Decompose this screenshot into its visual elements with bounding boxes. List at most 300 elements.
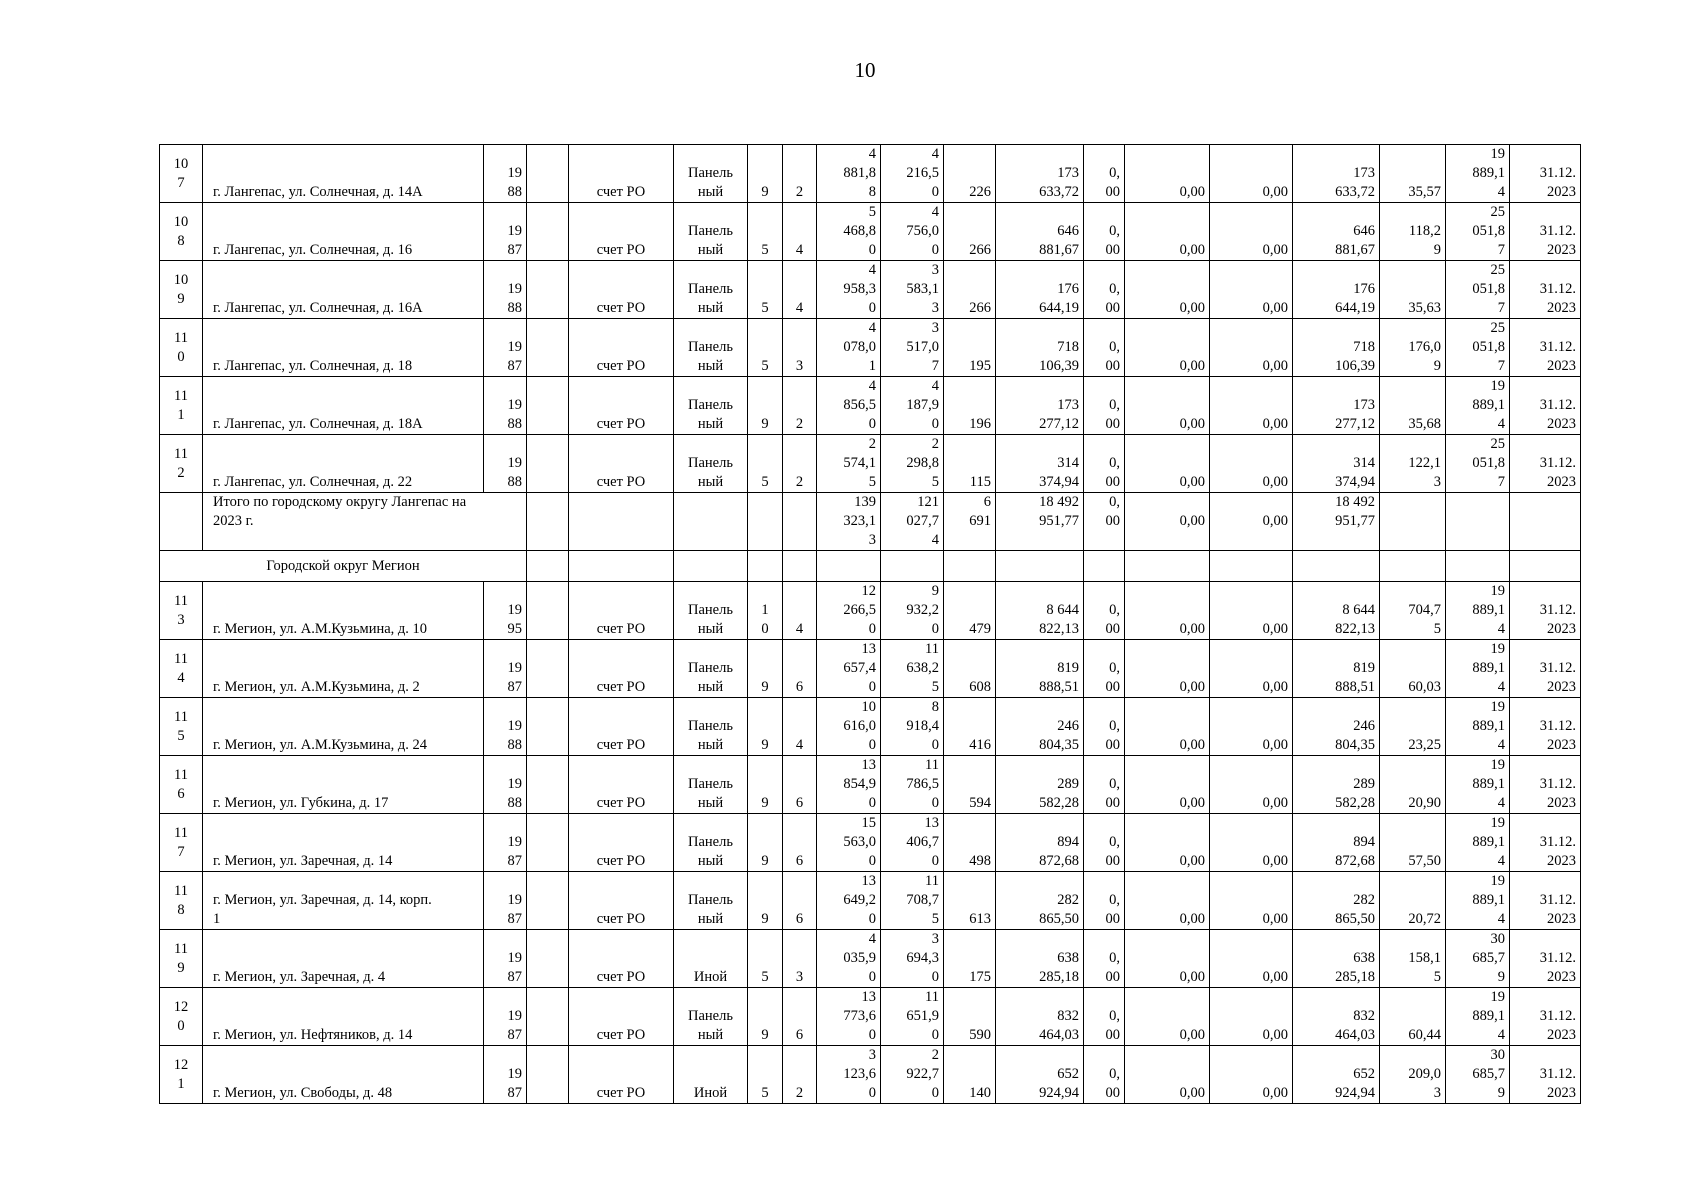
cost-owners: 173 277,12 — [1293, 377, 1380, 435]
area-residential: 11 638,2 5 — [881, 640, 944, 698]
area-residential: 3 694,3 0 — [881, 930, 944, 988]
area-total: 13 854,9 0 — [817, 756, 881, 814]
fund-method: счет РО — [569, 319, 674, 377]
repair-cost: 638 285,18 — [996, 930, 1084, 988]
repair-cost: 314 374,94 — [996, 435, 1084, 493]
table-row — [160, 435, 1581, 493]
cost-region: 0,00 — [1125, 319, 1210, 377]
address: г. Мегион, ул. А.М.Кузьмина, д. 10 — [203, 582, 484, 640]
floors: 1 0 — [748, 582, 783, 640]
address: г. Мегион, ул. А.М.Кузьмина, д. 24 — [203, 698, 484, 756]
cost-owners: 638 285,18 — [1293, 930, 1380, 988]
wall-material: Панель ный — [674, 756, 748, 814]
limit-cost: 30 685,7 9 — [1446, 930, 1510, 988]
residents: 115 — [944, 435, 996, 493]
residents: 608 — [944, 640, 996, 698]
cost-owners: 289 582,28 — [1293, 756, 1380, 814]
build-year: 19 88 — [484, 377, 527, 435]
cost-municipal: 0,00 — [1210, 319, 1293, 377]
floors: 5 — [748, 203, 783, 261]
area-residential: 8 918,4 0 — [881, 698, 944, 756]
cost-municipal: 0,00 — [1210, 435, 1293, 493]
table-row — [160, 203, 1581, 261]
build-year: 19 88 — [484, 145, 527, 203]
table-row — [160, 872, 1581, 930]
floors: 5 — [748, 435, 783, 493]
cost-owners: 246 804,35 — [1293, 698, 1380, 756]
fund-method: счет РО — [569, 582, 674, 640]
fund-method: счет РО — [569, 698, 674, 756]
district-empty — [996, 551, 1084, 582]
cost-municipal: 0,00 — [1210, 1046, 1293, 1104]
floors: 5 — [748, 930, 783, 988]
area-total: 13 773,6 0 — [817, 988, 881, 1046]
district-empty — [881, 551, 944, 582]
residents: 266 — [944, 203, 996, 261]
empty-cell — [527, 988, 569, 1046]
cost-region: 0,00 — [1125, 756, 1210, 814]
residents: 140 — [944, 1046, 996, 1104]
total-empty — [783, 493, 817, 551]
limit-cost: 30 685,7 9 — [1446, 1046, 1510, 1104]
unit-cost: 118,2 9 — [1380, 203, 1446, 261]
cost-municipal: 0,00 — [1210, 261, 1293, 319]
entrances: 3 — [783, 930, 817, 988]
repair-cost: 176 644,19 — [996, 261, 1084, 319]
repair-cost: 173 633,72 — [996, 145, 1084, 203]
empty-cell — [527, 319, 569, 377]
entrances: 6 — [783, 872, 817, 930]
cost-owners: 718 106,39 — [1293, 319, 1380, 377]
empty-cell — [527, 814, 569, 872]
unit-cost: 122,1 3 — [1380, 435, 1446, 493]
build-year: 19 87 — [484, 203, 527, 261]
address: г. Лангепас, ул. Солнечная, д. 16А — [203, 261, 484, 319]
cost-municipal: 0,00 — [1210, 640, 1293, 698]
district-empty — [1293, 551, 1380, 582]
cost-fund-share: 0, 00 — [1084, 145, 1125, 203]
cost-fund-share: 0, 00 — [1084, 872, 1125, 930]
wall-material: Панель ный — [674, 814, 748, 872]
completion-date: 31.12. 2023 — [1510, 377, 1581, 435]
cost-fund-share: 0, 00 — [1084, 435, 1125, 493]
area-residential: 11 708,7 5 — [881, 872, 944, 930]
unit-cost: 209,0 3 — [1380, 1046, 1446, 1104]
row-number: 11 0 — [160, 319, 203, 377]
cost-fund-share: 0, 00 — [1084, 261, 1125, 319]
residents: 175 — [944, 930, 996, 988]
repair-cost: 289 582,28 — [996, 756, 1084, 814]
residents: 590 — [944, 988, 996, 1046]
total-empty-num — [160, 493, 203, 551]
limit-cost: 19 889,1 4 — [1446, 640, 1510, 698]
cost-municipal: 0,00 — [1210, 582, 1293, 640]
completion-date: 31.12. 2023 — [1510, 319, 1581, 377]
empty-cell — [527, 698, 569, 756]
floors: 9 — [748, 698, 783, 756]
fund-method: счет РО — [569, 145, 674, 203]
limit-cost: 19 889,1 4 — [1446, 698, 1510, 756]
floors: 9 — [748, 872, 783, 930]
cost-fund-share: 0, 00 — [1084, 640, 1125, 698]
fund-method: счет РО — [569, 872, 674, 930]
completion-date: 31.12. 2023 — [1510, 872, 1581, 930]
limit-cost: 19 889,1 4 — [1446, 377, 1510, 435]
row-number: 11 9 — [160, 930, 203, 988]
total-empty — [748, 493, 783, 551]
build-year: 19 88 — [484, 698, 527, 756]
cost-fund-share: 0, 00 — [1084, 756, 1125, 814]
cost-region: 0,00 — [1125, 640, 1210, 698]
repair-cost: 173 277,12 — [996, 377, 1084, 435]
repair-cost: 832 464,03 — [996, 988, 1084, 1046]
repair-cost: 646 881,67 — [996, 203, 1084, 261]
unit-cost: 23,25 — [1380, 698, 1446, 756]
address: г. Мегион, ул. Заречная, д. 14, корп. 1 — [203, 872, 484, 930]
cost-municipal: 0,00 — [1210, 872, 1293, 930]
area-total: 4 078,0 1 — [817, 319, 881, 377]
total-residents: 6 691 — [944, 493, 996, 551]
fund-method: счет РО — [569, 377, 674, 435]
limit-cost: 19 889,1 4 — [1446, 756, 1510, 814]
residents: 226 — [944, 145, 996, 203]
cost-municipal: 0,00 — [1210, 203, 1293, 261]
wall-material: Панель ный — [674, 698, 748, 756]
completion-date: 31.12. 2023 — [1510, 435, 1581, 493]
row-number: 11 5 — [160, 698, 203, 756]
total-cost: 18 492 951,77 — [996, 493, 1084, 551]
district-empty — [569, 551, 674, 582]
cost-region: 0,00 — [1125, 698, 1210, 756]
cost-owners: 646 881,67 — [1293, 203, 1380, 261]
area-residential: 11 786,5 0 — [881, 756, 944, 814]
cost-fund-share: 0, 00 — [1084, 930, 1125, 988]
residents: 594 — [944, 756, 996, 814]
build-year: 19 88 — [484, 756, 527, 814]
unit-cost: 60,44 — [1380, 988, 1446, 1046]
district-empty — [527, 551, 569, 582]
empty-cell — [527, 582, 569, 640]
residents: 479 — [944, 582, 996, 640]
entrances: 3 — [783, 319, 817, 377]
address: г. Мегион, ул. Заречная, д. 4 — [203, 930, 484, 988]
address: г. Лангепас, ул. Солнечная, д. 22 — [203, 435, 484, 493]
district-empty — [674, 551, 748, 582]
address: г. Мегион, ул. Нефтяников, д. 14 — [203, 988, 484, 1046]
cost-fund-share: 0, 00 — [1084, 582, 1125, 640]
limit-cost: 19 889,1 4 — [1446, 988, 1510, 1046]
total-c3: 0,00 — [1125, 493, 1210, 551]
fund-method: счет РО — [569, 756, 674, 814]
repair-cost: 652 924,94 — [996, 1046, 1084, 1104]
table-row — [160, 582, 1581, 640]
empty-cell — [527, 1046, 569, 1104]
row-number: 12 1 — [160, 1046, 203, 1104]
district-empty — [748, 551, 783, 582]
unit-cost: 35,63 — [1380, 261, 1446, 319]
completion-date: 31.12. 2023 — [1510, 698, 1581, 756]
table-row — [160, 261, 1581, 319]
residents: 196 — [944, 377, 996, 435]
table-row — [160, 640, 1581, 698]
wall-material: Панель ный — [674, 203, 748, 261]
unit-cost: 35,57 — [1380, 145, 1446, 203]
completion-date: 31.12. 2023 — [1510, 930, 1581, 988]
residents: 498 — [944, 814, 996, 872]
cost-municipal: 0,00 — [1210, 145, 1293, 203]
limit-cost: 19 889,1 4 — [1446, 145, 1510, 203]
empty-cell — [527, 203, 569, 261]
unit-cost: 57,50 — [1380, 814, 1446, 872]
cost-region: 0,00 — [1125, 988, 1210, 1046]
entrances: 6 — [783, 988, 817, 1046]
wall-material: Панель ный — [674, 640, 748, 698]
residents: 416 — [944, 698, 996, 756]
floors: 5 — [748, 1046, 783, 1104]
limit-cost: 25 051,8 7 — [1446, 435, 1510, 493]
area-residential: 2 298,8 5 — [881, 435, 944, 493]
floors: 9 — [748, 377, 783, 435]
district-empty — [783, 551, 817, 582]
district-empty — [1125, 551, 1210, 582]
entrances: 4 — [783, 261, 817, 319]
completion-date: 31.12. 2023 — [1510, 988, 1581, 1046]
wall-material: Иной — [674, 1046, 748, 1104]
area-total: 4 881,8 8 — [817, 145, 881, 203]
empty-cell — [527, 435, 569, 493]
build-year: 19 87 — [484, 1046, 527, 1104]
cost-municipal: 0,00 — [1210, 756, 1293, 814]
area-total: 12 266,5 0 — [817, 582, 881, 640]
cost-owners: 176 644,19 — [1293, 261, 1380, 319]
build-year: 19 87 — [484, 930, 527, 988]
total-empty — [1510, 493, 1581, 551]
cost-region: 0,00 — [1125, 930, 1210, 988]
unit-cost: 704,7 5 — [1380, 582, 1446, 640]
cost-region: 0,00 — [1125, 872, 1210, 930]
cost-fund-share: 0, 00 — [1084, 988, 1125, 1046]
limit-cost: 25 051,8 7 — [1446, 203, 1510, 261]
address: г. Мегион, ул. А.М.Кузьмина, д. 2 — [203, 640, 484, 698]
fund-method: счет РО — [569, 988, 674, 1046]
entrances: 2 — [783, 1046, 817, 1104]
empty-cell — [527, 145, 569, 203]
cost-owners: 314 374,94 — [1293, 435, 1380, 493]
cost-region: 0,00 — [1125, 1046, 1210, 1104]
district-empty — [944, 551, 996, 582]
row-number: 11 2 — [160, 435, 203, 493]
empty-cell — [527, 377, 569, 435]
repair-cost: 246 804,35 — [996, 698, 1084, 756]
cost-municipal: 0,00 — [1210, 698, 1293, 756]
page-number: 10 — [854, 58, 876, 82]
cost-region: 0,00 — [1125, 814, 1210, 872]
floors: 9 — [748, 988, 783, 1046]
limit-cost: 19 889,1 4 — [1446, 814, 1510, 872]
area-residential: 4 187,9 0 — [881, 377, 944, 435]
wall-material: Панель ный — [674, 261, 748, 319]
area-total: 5 468,8 0 — [817, 203, 881, 261]
area-total: 3 123,6 0 — [817, 1046, 881, 1104]
build-year: 19 87 — [484, 814, 527, 872]
total-empty — [674, 493, 748, 551]
total-area-total: 139 323,1 3 — [817, 493, 881, 551]
entrances: 2 — [783, 377, 817, 435]
row-number: 10 7 — [160, 145, 203, 203]
repair-cost: 282 865,50 — [996, 872, 1084, 930]
build-year: 19 95 — [484, 582, 527, 640]
cost-fund-share: 0, 00 — [1084, 698, 1125, 756]
table-row — [160, 756, 1581, 814]
empty-cell — [527, 756, 569, 814]
entrances: 2 — [783, 435, 817, 493]
wall-material: Панель ный — [674, 377, 748, 435]
wall-material: Панель ный — [674, 988, 748, 1046]
total-empty — [1446, 493, 1510, 551]
residents: 195 — [944, 319, 996, 377]
total-empty — [1380, 493, 1446, 551]
wall-material: Панель ный — [674, 435, 748, 493]
area-total: 2 574,1 5 — [817, 435, 881, 493]
cost-municipal: 0,00 — [1210, 377, 1293, 435]
limit-cost: 19 889,1 4 — [1446, 872, 1510, 930]
entrances: 4 — [783, 582, 817, 640]
cost-fund-share: 0, 00 — [1084, 377, 1125, 435]
district-empty — [1380, 551, 1446, 582]
build-year: 19 87 — [484, 319, 527, 377]
table-row — [160, 814, 1581, 872]
table-row — [160, 698, 1581, 756]
completion-date: 31.12. 2023 — [1510, 814, 1581, 872]
floors: 5 — [748, 319, 783, 377]
empty-cell — [527, 261, 569, 319]
area-total: 4 035,9 0 — [817, 930, 881, 988]
build-year: 19 87 — [484, 872, 527, 930]
cost-fund-share: 0, 00 — [1084, 1046, 1125, 1104]
rows-langepas — [160, 145, 1581, 493]
limit-cost: 25 051,8 7 — [1446, 261, 1510, 319]
residents: 266 — [944, 261, 996, 319]
limit-cost: 25 051,8 7 — [1446, 319, 1510, 377]
area-total: 4 958,3 0 — [817, 261, 881, 319]
rows-megion — [160, 582, 1581, 1104]
area-total: 15 563,0 0 — [817, 814, 881, 872]
wall-material: Иной — [674, 930, 748, 988]
cost-owners: 652 924,94 — [1293, 1046, 1380, 1104]
entrances: 6 — [783, 814, 817, 872]
row-number: 11 8 — [160, 872, 203, 930]
floors: 5 — [748, 261, 783, 319]
address: г. Лангепас, ул. Солнечная, д. 18А — [203, 377, 484, 435]
row-number: 11 6 — [160, 756, 203, 814]
row-number: 10 8 — [160, 203, 203, 261]
table-row — [160, 1046, 1581, 1104]
completion-date: 31.12. 2023 — [1510, 145, 1581, 203]
cost-region: 0,00 — [1125, 261, 1210, 319]
repair-cost: 8 644 822,13 — [996, 582, 1084, 640]
address: г. Лангепас, ул. Солнечная, д. 14А — [203, 145, 484, 203]
floors: 9 — [748, 145, 783, 203]
completion-date: 31.12. 2023 — [1510, 1046, 1581, 1104]
cost-municipal: 0,00 — [1210, 814, 1293, 872]
area-residential: 3 583,1 3 — [881, 261, 944, 319]
area-total: 13 649,2 0 — [817, 872, 881, 930]
entrances: 6 — [783, 640, 817, 698]
address: г. Мегион, ул. Свободы, д. 48 — [203, 1046, 484, 1104]
address: г. Мегион, ул. Губкина, д. 17 — [203, 756, 484, 814]
cost-owners: 282 865,50 — [1293, 872, 1380, 930]
district-empty — [1510, 551, 1581, 582]
cost-fund-share: 0, 00 — [1084, 814, 1125, 872]
area-total: 4 856,5 0 — [817, 377, 881, 435]
fund-method: счет РО — [569, 435, 674, 493]
cost-owners: 173 633,72 — [1293, 145, 1380, 203]
district-empty — [1084, 551, 1125, 582]
entrances: 6 — [783, 756, 817, 814]
total-section — [160, 493, 1581, 582]
wall-material: Панель ный — [674, 145, 748, 203]
table-row — [160, 930, 1581, 988]
entrances: 4 — [783, 203, 817, 261]
row-number: 10 9 — [160, 261, 203, 319]
address: г. Лангепас, ул. Солнечная, д. 18 — [203, 319, 484, 377]
table-row — [160, 319, 1581, 377]
unit-cost: 20,72 — [1380, 872, 1446, 930]
repair-cost: 718 106,39 — [996, 319, 1084, 377]
cost-owners: 894 872,68 — [1293, 814, 1380, 872]
completion-date: 31.12. 2023 — [1510, 756, 1581, 814]
area-total: 10 616,0 0 — [817, 698, 881, 756]
area-residential: 3 517,0 7 — [881, 319, 944, 377]
row-number: 11 1 — [160, 377, 203, 435]
repair-cost: 894 872,68 — [996, 814, 1084, 872]
cost-municipal: 0,00 — [1210, 988, 1293, 1046]
wall-material: Панель ный — [674, 582, 748, 640]
address: г. Лангепас, ул. Солнечная, д. 16 — [203, 203, 484, 261]
total-row — [160, 493, 1581, 551]
unit-cost: 176,0 9 — [1380, 319, 1446, 377]
total-empty — [569, 493, 674, 551]
entrances: 4 — [783, 698, 817, 756]
wall-material: Панель ный — [674, 319, 748, 377]
fund-method: счет РО — [569, 814, 674, 872]
row-number: 11 3 — [160, 582, 203, 640]
address: г. Мегион, ул. Заречная, д. 14 — [203, 814, 484, 872]
cost-fund-share: 0, 00 — [1084, 319, 1125, 377]
completion-date: 31.12. 2023 — [1510, 261, 1581, 319]
table-row — [160, 988, 1581, 1046]
cost-region: 0,00 — [1125, 145, 1210, 203]
cost-owners: 819 888,51 — [1293, 640, 1380, 698]
unit-cost: 158,1 5 — [1380, 930, 1446, 988]
empty-cell — [527, 872, 569, 930]
fund-method: счет РО — [569, 261, 674, 319]
cost-municipal: 0,00 — [1210, 930, 1293, 988]
build-year: 19 87 — [484, 640, 527, 698]
cost-fund-share: 0, 00 — [1084, 203, 1125, 261]
cost-region: 0,00 — [1125, 203, 1210, 261]
completion-date: 31.12. 2023 — [1510, 203, 1581, 261]
fund-method: счет РО — [569, 640, 674, 698]
total-c5: 18 492 951,77 — [1293, 493, 1380, 551]
completion-date: 31.12. 2023 — [1510, 640, 1581, 698]
entrances: 2 — [783, 145, 817, 203]
area-residential: 4 756,0 0 — [881, 203, 944, 261]
build-year: 19 87 — [484, 988, 527, 1046]
build-year: 19 88 — [484, 261, 527, 319]
area-residential: 4 216,5 0 — [881, 145, 944, 203]
housing-repair-table — [159, 144, 1581, 1104]
